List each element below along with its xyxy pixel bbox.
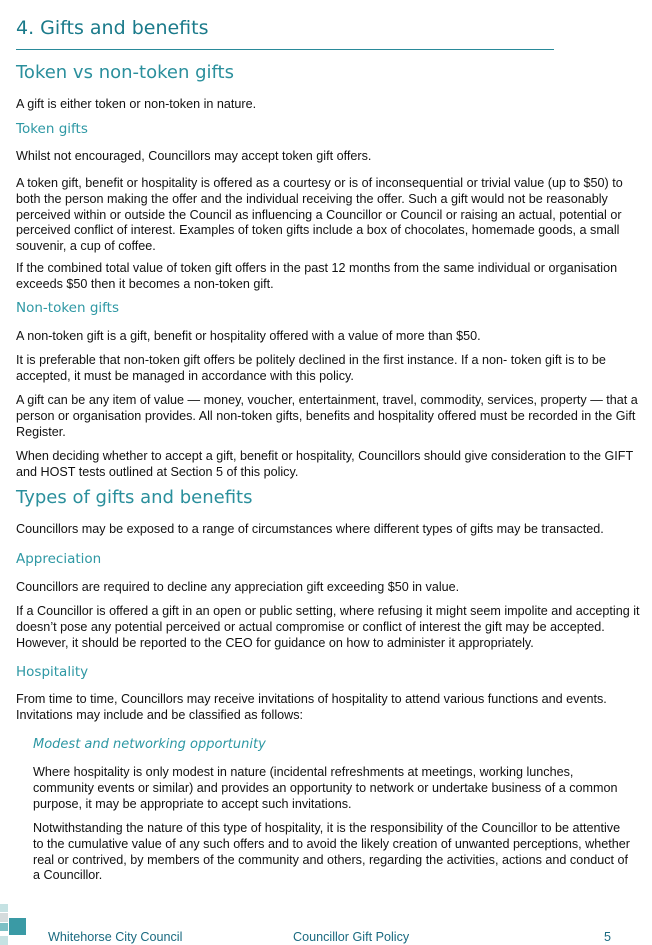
- heading-token-gifts: Token gifts: [16, 121, 88, 137]
- footer-organisation: Whitehorse City Council: [48, 930, 183, 944]
- heading-appreciation: Appreciation: [16, 551, 102, 567]
- modest-para-2: Notwithstanding the nature of this type of hospitality, it is the responsibility of the Councillor to be attentive to the cumulative value of any such offers and to avoid the likely creation of unwanted perceptions, whether real or contrived, by members of the community and others, regarding the activities, actions and conduct of a Councillor.: [33, 821, 630, 883]
- title-divider: [16, 49, 554, 50]
- non-token-para-3: A gift can be any item of value — money, voucher, entertainment, travel, commodity, services, property — that a person or organisation provides. All non-token gifts, benefits and hospitality offered must be recorded in the Gift Register.: [16, 393, 638, 439]
- hospitality-intro: From time to time, Councillors may receive invitations of hospitality to attend various functions and events. Invitations may include and be classified as follows:: [16, 692, 607, 722]
- footer-page-number: 5: [604, 930, 612, 944]
- modest-para-1: Where hospitality is only modest in nature (incidental refreshments at meetings, working lunches, community events or similar) and provides an opportunity to network or undertake business of a common purpose, it may be appropriate to accept such invitations.: [33, 765, 618, 811]
- appreciation-para-2: If a Councillor is offered a gift in an open or public setting, where refusing it might seem impolite and accepting it doesn’t pose any potential perceived or actual compromise or conflict of interest the gift may be accepted. However, it should be reported to the CEO for guidance on how to administer it appropriately.: [16, 604, 640, 650]
- non-token-para-4: When deciding whether to accept a gift, benefit or hospitality, Councillors should give consideration to the GIFT and HOST tests outlined at Section 5 of this policy.: [16, 449, 633, 479]
- heading-modest-networking: Modest and networking opportunity: [33, 737, 266, 752]
- heading-token-vs-non-token: Token vs non-token gifts: [16, 62, 234, 83]
- section-title: 4. Gifts and benefits: [16, 17, 209, 39]
- token-para-3: If the combined total value of token gift offers in the past 12 months from the same individual or organisation exceeds $50 then it becomes a non-token gift.: [16, 261, 618, 291]
- heading-hospitality: Hospitality: [16, 664, 89, 680]
- token-para-2: A token gift, benefit or hospitality is offered as a courtesy or is of inconsequential or trivial value (up to $50) to both the person making the offer and the individual receiving the offer. Such a gift would not be reasonably perceived within or outside the Council as influencing a Councillor or Council or raising an actual, potential or perceived conflict of interest. Examples of token gifts include a box of chocolates, homemade goods, a small souvenir, a cup of coffee.: [16, 176, 623, 254]
- heading-non-token-gifts: Non-token gifts: [16, 300, 119, 316]
- heading-types-of-gifts: Types of gifts and benefits: [16, 487, 253, 508]
- types-intro: Councillors may be exposed to a range of circumstances where different types of gifts may be transacted.: [16, 522, 604, 536]
- footer-document-title: Councillor Gift Policy: [293, 930, 410, 944]
- non-token-para-2: It is preferable that non-token gift offers be politely declined in the first instance. If a non- token gift is to be accepted, it must be managed in accordance with this policy.: [16, 353, 606, 383]
- token-para-1: Whilst not encouraged, Councillors may accept token gift offers.: [16, 149, 372, 163]
- token-intro: A gift is either token or non-token in nature.: [16, 97, 257, 111]
- non-token-para-1: A non-token gift is a gift, benefit or hospitality offered with a value of more than $50.: [16, 329, 481, 343]
- appreciation-para-1: Councillors are required to decline any appreciation gift exceeding $50 in value.: [16, 580, 460, 594]
